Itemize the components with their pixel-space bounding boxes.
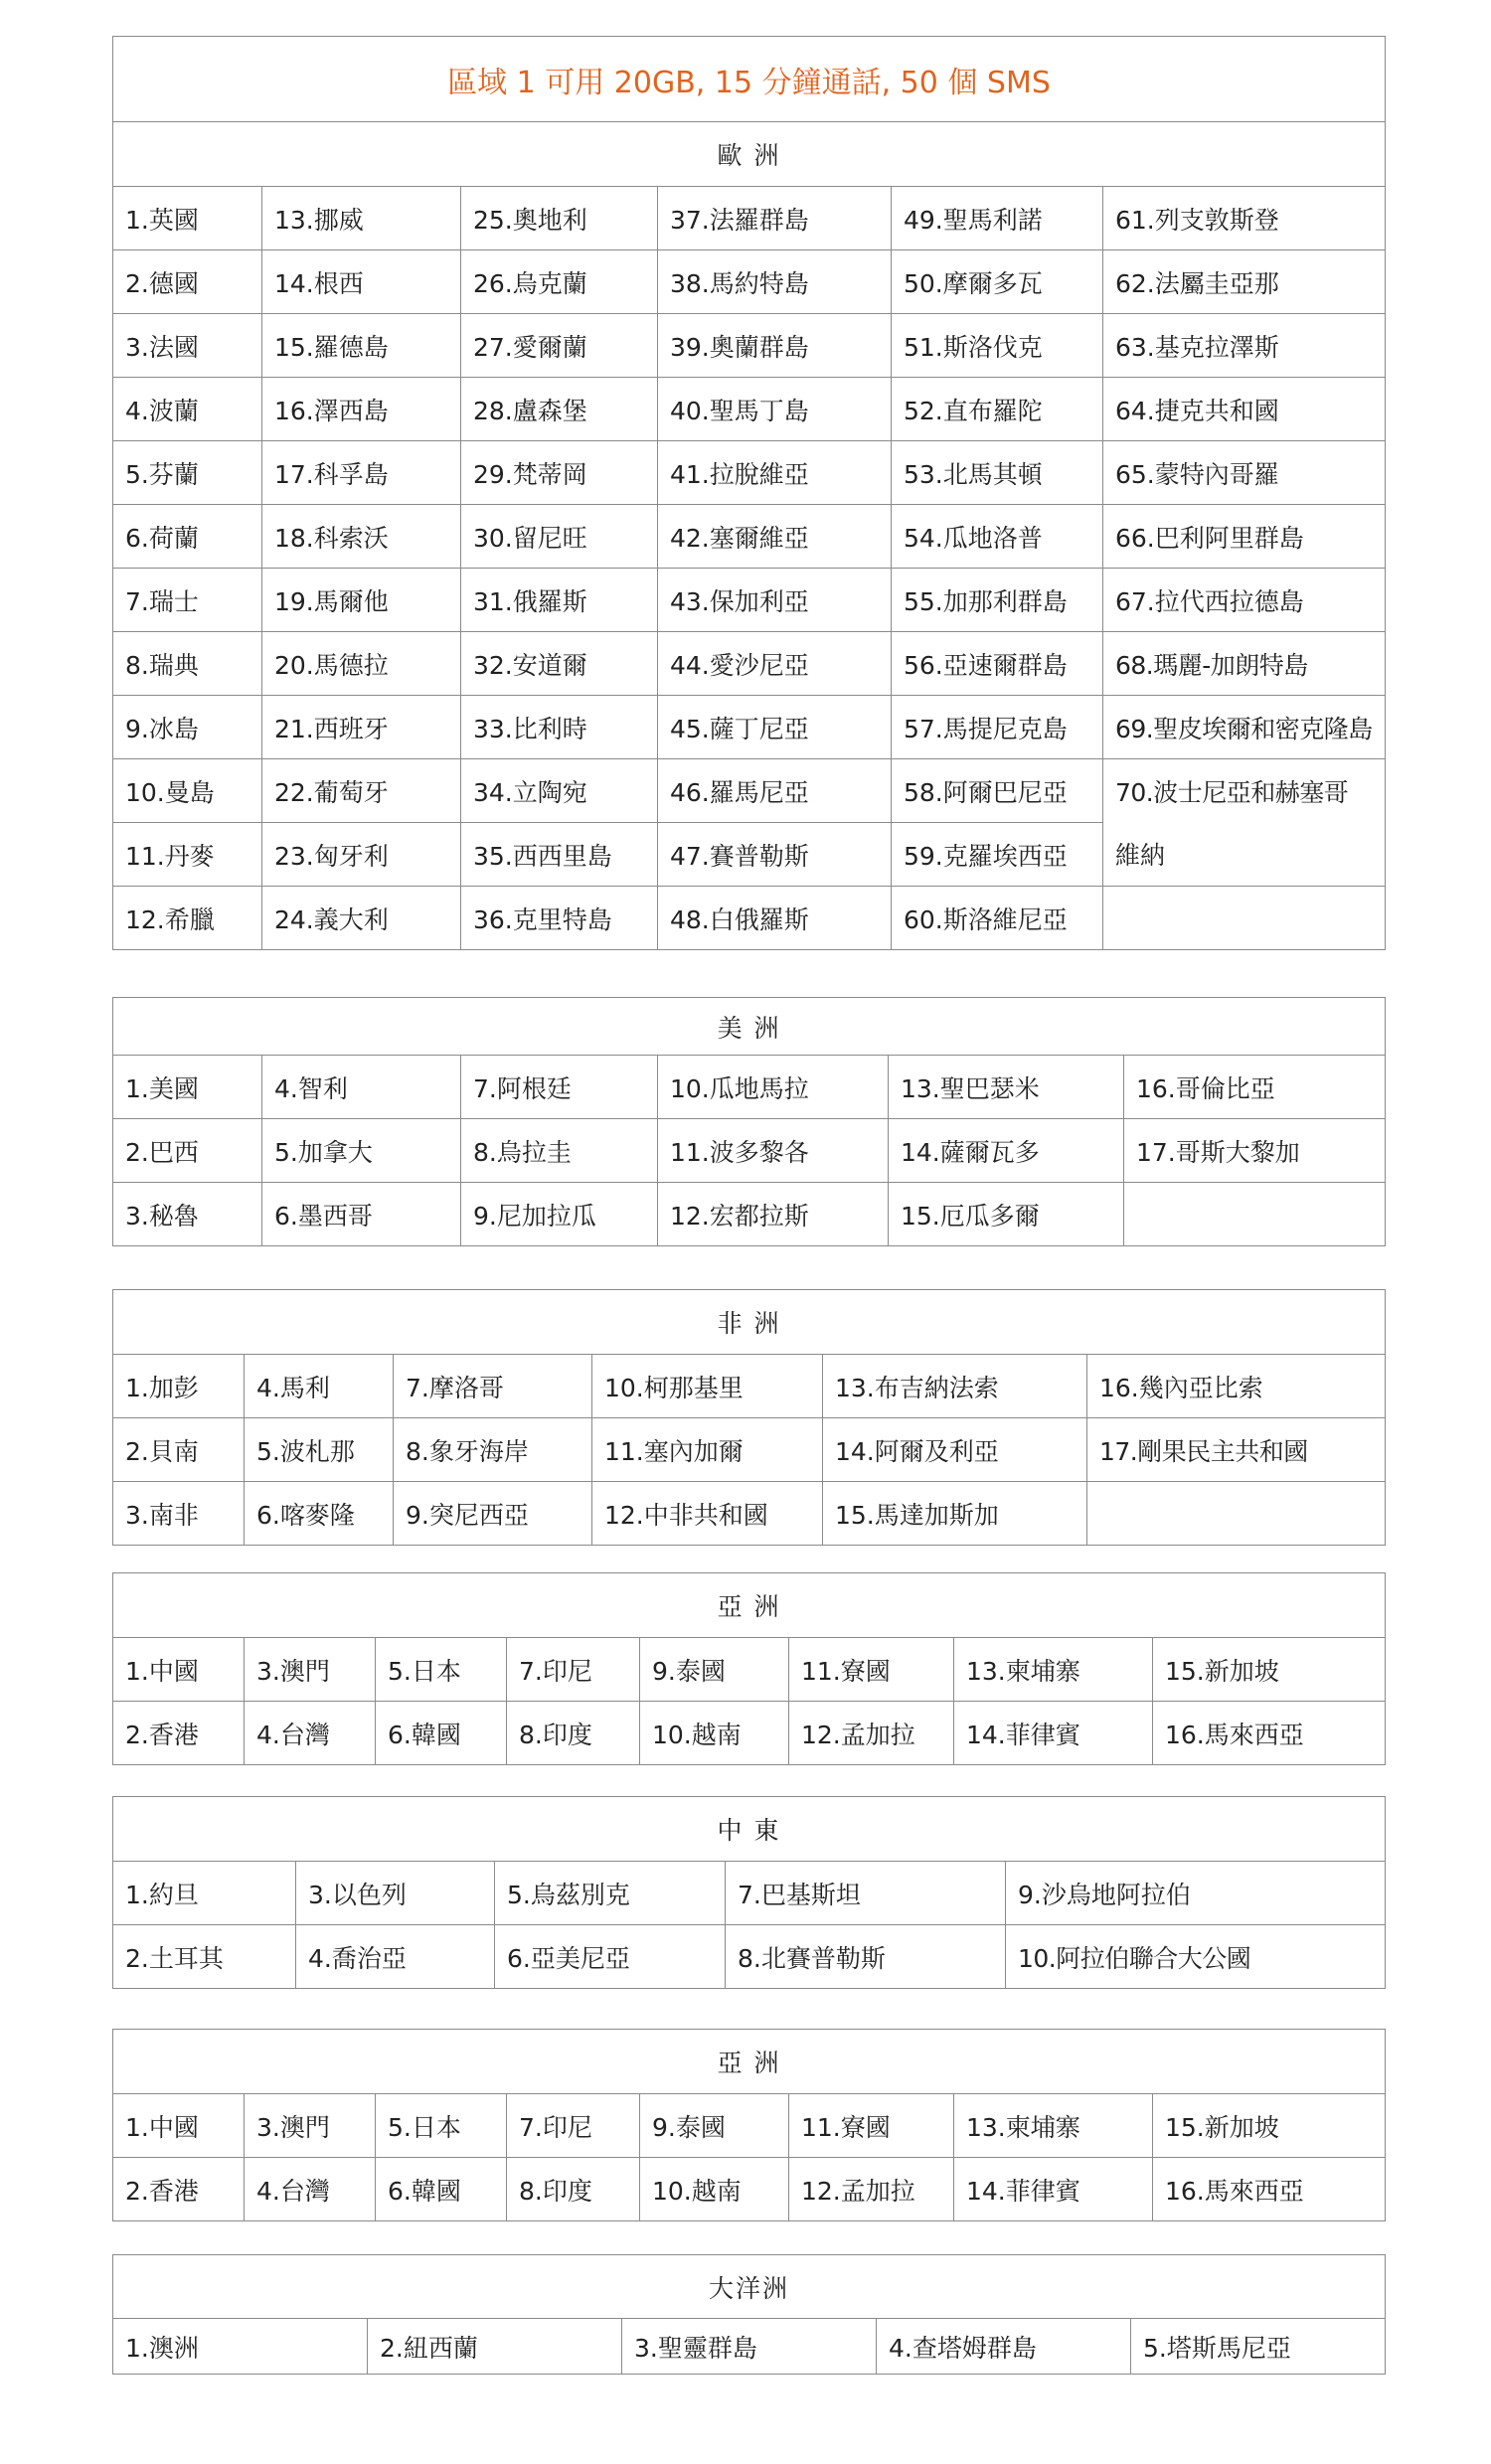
country-cell: 3.秘魯 [113, 1183, 262, 1246]
country-cell: 55.加那利群島 [892, 569, 1103, 632]
title-row [113, 37, 1386, 122]
country-cell: 10.越南 [640, 2158, 789, 2221]
country-cell: 28.盧森堡 [461, 378, 658, 441]
country-cell: 12.孟加拉 [789, 2158, 954, 2221]
country-cell: 16.幾內亞比索 [1087, 1355, 1386, 1418]
europe-row [113, 250, 1386, 314]
country-cell: 9.泰國 [640, 2094, 789, 2158]
country-cell: 21.西班牙 [262, 696, 461, 759]
country-cell: 7.印尼 [507, 1638, 640, 1702]
country-cell: 42.塞爾維亞 [658, 505, 892, 569]
country-cell: 63.基克拉澤斯 [1103, 314, 1386, 378]
americas-table [112, 997, 1386, 1246]
country-cell: 12.宏都拉斯 [658, 1183, 889, 1246]
country-cell: 14.菲律賓 [954, 1702, 1153, 1765]
country-cell: 10.阿拉伯聯合大公國 [1006, 1925, 1386, 1989]
country-cell: 5.烏茲別克 [495, 1862, 726, 1925]
country-cell: 69.聖皮埃爾和密克隆島 [1103, 696, 1386, 759]
europe-row [113, 314, 1386, 378]
country-cell: 5.日本 [376, 2094, 507, 2158]
americas-heading-row [113, 998, 1386, 1056]
country-cell: 37.法羅群島 [658, 187, 892, 250]
country-cell: 3.聖靈群島 [622, 2319, 877, 2375]
country-cell [1103, 887, 1386, 950]
country-cell: 10.越南 [640, 1702, 789, 1765]
country-cell: 12.孟加拉 [789, 1702, 954, 1765]
europe-row [113, 505, 1386, 569]
country-cell: 6.墨西哥 [262, 1183, 461, 1246]
country-cell: 4.波蘭 [113, 378, 262, 441]
europe-table [112, 36, 1386, 950]
europe-row [113, 887, 1386, 950]
country-cell: 5.波札那 [245, 1418, 394, 1482]
country-cell: 27.愛爾蘭 [461, 314, 658, 378]
americas-row [113, 1183, 1386, 1246]
americas-row [113, 1119, 1386, 1183]
country-cell: 12.中非共和國 [592, 1482, 823, 1546]
country-cell: 38.馬約特島 [658, 250, 892, 314]
country-cell: 6.亞美尼亞 [495, 1925, 726, 1989]
country-cell: 10.曼島 [113, 759, 262, 823]
country-cell: 11.波多黎各 [658, 1119, 889, 1183]
country-cell: 8.烏拉圭 [461, 1119, 658, 1183]
mideast-row [113, 1862, 1386, 1925]
country-cell: 14.菲律賓 [954, 2158, 1153, 2221]
country-cell: 24.義大利 [262, 887, 461, 950]
country-cell: 3.法國 [113, 314, 262, 378]
africa-row [113, 1482, 1386, 1546]
country-cell: 15.厄瓜多爾 [889, 1183, 1124, 1246]
country-cell: 5.芬蘭 [113, 441, 262, 505]
country-cell: 50.摩爾多瓦 [892, 250, 1103, 314]
country-cell: 11.寮國 [789, 2094, 954, 2158]
country-cell: 16.馬來西亞 [1153, 2158, 1386, 2221]
country-cell: 6.喀麥隆 [245, 1482, 394, 1546]
country-cell: 29.梵蒂岡 [461, 441, 658, 505]
country-cell: 7.印尼 [507, 2094, 640, 2158]
country-cell: 8.象牙海岸 [394, 1418, 592, 1482]
country-cell: 3.澳門 [245, 2094, 376, 2158]
asia1-heading: 亞 洲 [113, 1573, 1386, 1638]
asia1-row [113, 1702, 1386, 1765]
country-cell: 5.塔斯馬尼亞 [1131, 2319, 1386, 2375]
country-cell: 2.土耳其 [113, 1925, 296, 1989]
europe-row [113, 187, 1386, 250]
country-cell: 17.剛果民主共和國 [1087, 1418, 1386, 1482]
country-cell: 15.馬達加斯加 [823, 1482, 1087, 1546]
europe-heading-row [113, 122, 1386, 187]
europe-row [113, 696, 1386, 759]
country-cell: 30.留尼旺 [461, 505, 658, 569]
americas-row [113, 1056, 1386, 1119]
country-cell: 43.保加利亞 [658, 569, 892, 632]
asia2-heading: 亞 洲 [113, 2030, 1386, 2094]
country-cell: 15.羅德島 [262, 314, 461, 378]
country-cell: 7.巴基斯坦 [726, 1862, 1006, 1925]
country-cell: 13.挪威 [262, 187, 461, 250]
country-cell: 54.瓜地洛普 [892, 505, 1103, 569]
country-cell: 68.瑪麗-加朗特島 [1103, 632, 1386, 696]
country-cell: 9.泰國 [640, 1638, 789, 1702]
country-cell [1087, 1482, 1386, 1546]
country-cell: 3.澳門 [245, 1638, 376, 1702]
americas-heading: 美 洲 [113, 998, 1386, 1056]
country-cell: 12.希臘 [113, 887, 262, 950]
country-cell: 10.瓜地馬拉 [658, 1056, 889, 1119]
country-cell: 6.韓國 [376, 2158, 507, 2221]
country-cell: 14.阿爾及利亞 [823, 1418, 1087, 1482]
country-cell: 34.立陶宛 [461, 759, 658, 823]
europe-row [113, 632, 1386, 696]
country-cell: 36.克里特島 [461, 887, 658, 950]
country-cell: 11.丹麥 [113, 823, 262, 887]
country-cell: 6.韓國 [376, 1702, 507, 1765]
country-cell: 4.喬治亞 [296, 1925, 495, 1989]
country-cell: 16.馬來西亞 [1153, 1702, 1386, 1765]
country-cell: 8.印度 [507, 1702, 640, 1765]
country-cell: 39.奧蘭群島 [658, 314, 892, 378]
country-cell: 41.拉脫維亞 [658, 441, 892, 505]
oceania-table [112, 2254, 1386, 2375]
asia1-heading-row [113, 1573, 1386, 1638]
mideast-heading: 中 東 [113, 1797, 1386, 1862]
country-cell: 70.波士尼亞和赫塞哥 [1103, 759, 1386, 823]
country-cell: 5.日本 [376, 1638, 507, 1702]
country-cell: 45.薩丁尼亞 [658, 696, 892, 759]
country-cell: 32.安道爾 [461, 632, 658, 696]
oceania-heading-row [113, 2255, 1386, 2319]
oceania-heading: 大洋洲 [113, 2255, 1386, 2319]
country-cell: 11.塞內加爾 [592, 1418, 823, 1482]
country-cell: 1.中國 [113, 1638, 245, 1702]
country-cell: 9.尼加拉瓜 [461, 1183, 658, 1246]
country-cell: 15.新加坡 [1153, 2094, 1386, 2158]
country-cell: 16.澤西島 [262, 378, 461, 441]
country-cell: 1.約旦 [113, 1862, 296, 1925]
country-cell: 22.葡萄牙 [262, 759, 461, 823]
mideast-row [113, 1925, 1386, 1989]
mideast-table [112, 1796, 1386, 1989]
country-cell: 維納 [1103, 823, 1386, 887]
country-cell: 49.聖馬利諾 [892, 187, 1103, 250]
country-cell: 40.聖馬丁島 [658, 378, 892, 441]
country-cell: 65.蒙特內哥羅 [1103, 441, 1386, 505]
country-cell: 10.柯那基里 [592, 1355, 823, 1418]
country-cell: 19.馬爾他 [262, 569, 461, 632]
country-cell: 4.馬利 [245, 1355, 394, 1418]
mideast-heading-row [113, 1797, 1386, 1862]
country-cell: 2.巴西 [113, 1119, 262, 1183]
country-cell: 35.西西里島 [461, 823, 658, 887]
country-cell: 31.俄羅斯 [461, 569, 658, 632]
country-cell: 11.寮國 [789, 1638, 954, 1702]
country-cell: 4.智利 [262, 1056, 461, 1119]
europe-row [113, 378, 1386, 441]
europe-row [113, 441, 1386, 505]
country-cell: 1.英國 [113, 187, 262, 250]
country-cell: 13.柬埔寨 [954, 1638, 1153, 1702]
country-cell [1124, 1183, 1386, 1246]
africa-table [112, 1289, 1386, 1546]
asia-table-1 [112, 1572, 1386, 1765]
country-cell: 9.冰島 [113, 696, 262, 759]
country-cell: 13.布吉納法索 [823, 1355, 1087, 1418]
country-cell: 53.北馬其頓 [892, 441, 1103, 505]
country-cell: 1.中國 [113, 2094, 245, 2158]
country-cell: 46.羅馬尼亞 [658, 759, 892, 823]
country-cell: 2.德國 [113, 250, 262, 314]
country-cell: 61.列支敦斯登 [1103, 187, 1386, 250]
africa-heading-row [113, 1290, 1386, 1355]
country-cell: 13.柬埔寨 [954, 2094, 1153, 2158]
asia2-row [113, 2158, 1386, 2221]
country-cell: 4.台灣 [245, 1702, 376, 1765]
country-cell: 2.紐西蘭 [368, 2319, 622, 2375]
country-cell: 52.直布羅陀 [892, 378, 1103, 441]
country-cell: 59.克羅埃西亞 [892, 823, 1103, 887]
europe-heading: 歐 洲 [113, 122, 1386, 187]
country-cell: 64.捷克共和國 [1103, 378, 1386, 441]
asia1-row [113, 1638, 1386, 1702]
europe-row [113, 823, 1386, 887]
country-cell: 33.比利時 [461, 696, 658, 759]
country-cell: 2.香港 [113, 2158, 245, 2221]
asia-table-2 [112, 2029, 1386, 2221]
country-cell: 1.加彭 [113, 1355, 245, 1418]
country-cell: 18.科索沃 [262, 505, 461, 569]
country-cell: 67.拉代西拉德島 [1103, 569, 1386, 632]
country-cell: 5.加拿大 [262, 1119, 461, 1183]
country-cell: 14.根西 [262, 250, 461, 314]
country-cell: 8.瑞典 [113, 632, 262, 696]
country-cell: 17.科孚島 [262, 441, 461, 505]
africa-row [113, 1355, 1386, 1418]
country-cell: 9.突尼西亞 [394, 1482, 592, 1546]
country-cell: 25.奧地利 [461, 187, 658, 250]
country-cell: 13.聖巴瑟米 [889, 1056, 1124, 1119]
country-cell: 14.薩爾瓦多 [889, 1119, 1124, 1183]
country-cell: 47.賽普勒斯 [658, 823, 892, 887]
country-cell: 4.查塔姆群島 [877, 2319, 1131, 2375]
country-cell: 44.愛沙尼亞 [658, 632, 892, 696]
page-title: 區域 1 可用 20GB, 15 分鐘通話, 50 個 SMS [113, 37, 1386, 122]
asia2-heading-row [113, 2030, 1386, 2094]
europe-row [113, 759, 1386, 823]
africa-heading: 非 洲 [113, 1290, 1386, 1355]
country-cell: 57.馬提尼克島 [892, 696, 1103, 759]
country-cell: 15.新加坡 [1153, 1638, 1386, 1702]
country-cell: 7.摩洛哥 [394, 1355, 592, 1418]
africa-row [113, 1418, 1386, 1482]
country-cell: 1.美國 [113, 1056, 262, 1119]
country-cell: 2.貝南 [113, 1418, 245, 1482]
country-cell: 7.阿根廷 [461, 1056, 658, 1119]
country-cell: 62.法屬圭亞那 [1103, 250, 1386, 314]
country-cell: 3.以色列 [296, 1862, 495, 1925]
country-cell: 6.荷蘭 [113, 505, 262, 569]
oceania-row [113, 2319, 1386, 2375]
country-cell: 26.烏克蘭 [461, 250, 658, 314]
country-cell: 8.北賽普勒斯 [726, 1925, 1006, 1989]
country-cell: 9.沙烏地阿拉伯 [1006, 1862, 1386, 1925]
country-cell: 16.哥倫比亞 [1124, 1056, 1386, 1119]
country-cell: 1.澳洲 [113, 2319, 368, 2375]
country-cell: 17.哥斯大黎加 [1124, 1119, 1386, 1183]
country-cell: 8.印度 [507, 2158, 640, 2221]
country-cell: 4.台灣 [245, 2158, 376, 2221]
country-cell: 60.斯洛維尼亞 [892, 887, 1103, 950]
country-cell: 66.巴利阿里群島 [1103, 505, 1386, 569]
country-cell: 7.瑞士 [113, 569, 262, 632]
country-cell: 51.斯洛伐克 [892, 314, 1103, 378]
country-cell: 23.匈牙利 [262, 823, 461, 887]
country-cell: 20.馬德拉 [262, 632, 461, 696]
europe-row [113, 569, 1386, 632]
country-cell: 2.香港 [113, 1702, 245, 1765]
country-cell: 48.白俄羅斯 [658, 887, 892, 950]
asia2-row [113, 2094, 1386, 2158]
country-cell: 56.亞速爾群島 [892, 632, 1103, 696]
country-cell: 58.阿爾巴尼亞 [892, 759, 1103, 823]
country-cell: 3.南非 [113, 1482, 245, 1546]
